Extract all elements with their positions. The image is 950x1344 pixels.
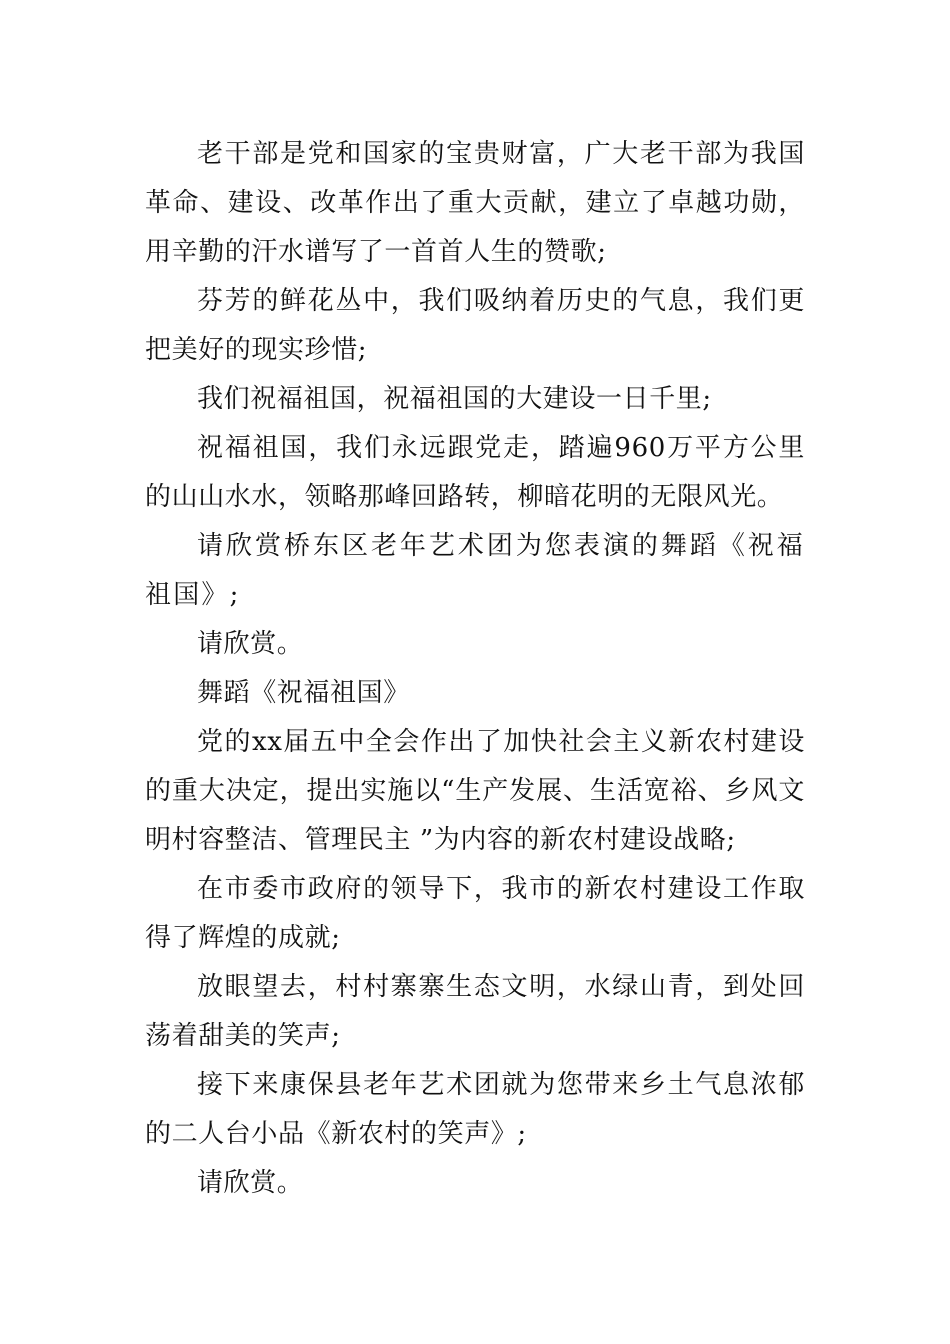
paragraph-9: 在市委市政府的领导下，我市的新农村建设工作取得了辉煌的成就;	[145, 874, 805, 953]
document-body	[145, 130, 805, 1208]
paragraph-7-heading: 舞蹈《祝福祖国》	[197, 678, 410, 708]
paragraph-6: 请欣赏。	[197, 629, 304, 659]
paragraph-12: 请欣赏。	[197, 1168, 304, 1198]
paragraph-2: 芬芳的鲜花丛中，我们吸纳着历史的气息，我们更把美好的现实珍惜;	[145, 286, 805, 365]
paragraph-4: 祝福祖国，我们永远跟党走，踏遍960万平方公里的山山水水，领略那峰回路转，柳暗花明的无限风光。	[145, 433, 805, 512]
paragraph-5: 请欣赏桥东区老年艺术团为您表演的舞蹈《祝福祖国》;	[145, 531, 805, 610]
paragraph-1: 老干部是党和国家的宝贵财富，广大老干部为我国革命、建设、改革作出了重大贡献，建立了卓越功勋，用辛勤的汗水谱写了一首首人生的赞歌;	[145, 139, 805, 267]
paragraph-11: 接下来康保县老年艺术团就为您带来乡土气息浓郁的二人台小品《新农村的笑声》;	[145, 1070, 805, 1149]
paragraph-8: 党的xx届五中全会作出了加快社会主义新农村建设的重大决定，提出实施以“生产发展、生活宽裕、乡风文明村容整洁、管理民主 ”为内容的新农村建设战略;	[145, 727, 805, 855]
paragraph-10: 放眼望去，村村寨寨生态文明，水绿山青，到处回荡着甜美的笑声;	[145, 972, 805, 1051]
paragraph-3: 我们祝福祖国，祝福祖国的大建设一日千里;	[197, 384, 712, 414]
